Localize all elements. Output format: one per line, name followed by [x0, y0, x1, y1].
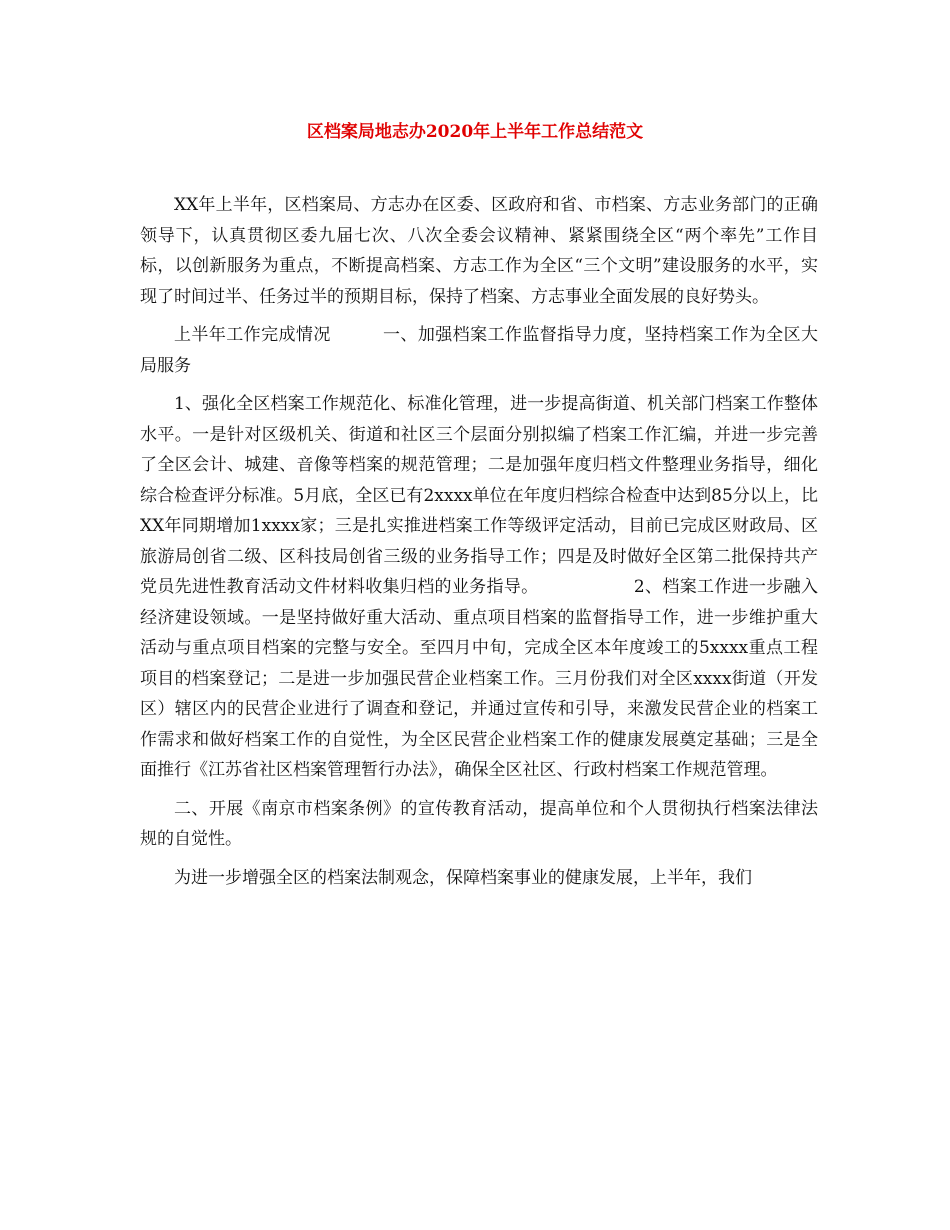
paragraph-legal-awareness: 为进一步增强全区的档案法制观念，保障档案事业的健康发展，上半年，我们	[174, 867, 752, 888]
paragraph-intro: XX年上半年，区档案局、方志办在区委、区政府和省、市档案、方志业务部门的正确领导下，认真贯彻区委九届七次、八次全委会议精神、紧紧围绕全区“两个率先”工作目标，以创新服务为重点，不断提高档案、方志工作为全区“三个文明”建设服务的水平，实现了时间过半、任务过半的预期目标，保持了档案、方志事业全面发展的良好势头。	[140, 195, 818, 307]
document-body	[140, 190, 818, 901]
paragraph-section-two-heading: 二、开展《南京市档案条例》的宣传教育活动，提高单位和个人贯彻执行档案法律法规的自觉性。	[140, 798, 818, 849]
document-title: 区档案局地志办2020年上半年工作总结范文	[306, 122, 644, 142]
paragraph-archive-management: 1、强化全区档案工作规范化、标准化管理，进一步提高街道、机关部门档案工作整体水平。一是针对区级机关、街道和社区三个层面分别拟编了档案工作汇编，并进一步完善了全区会计、城建、音像等档案的规范管理；二是加强年度归档文件整理业务指导，细化综合检查评分标准。5月底，全区已有2xxxx单位在年度归档综合检查中达到85分以上，比XX年同期增加1xxxx家；三是扎实推进档案工作等级评定活动，目前已完成区财政局、区旅游局创省二级、区科技局创省三级的业务指导工作；四是及时做好全区第二批保持共产党员先进性教育活动文件材料收集归档的业务指导。 2、档案工作进一步融入经济建设领域。一是坚持做好重大活动、重点项目档案的监督指导工作，进一步维护重大活动与重点项目档案的完整与安全。至四月中旬，完成全区本年度竣工的5xxxx重点工程项目的档案登记；二是进一步加强民营企业档案工作。三月份我们对全区xxxx街道（开发区）辖区内的民营企业进行了调查和登记，并通过宣传和引导，来激发民营企业的档案工作需求和做好档案工作的自觉性，为全区民营企业档案工作的健康发展奠定基础；三是全面推行《江苏省社区档案管理暂行办法》，确保全区社区、行政村档案工作规范管理。	[140, 394, 818, 780]
paragraph-section-one-heading: 上半年工作完成情况 一、加强档案工作监督指导力度，坚持档案工作为全区大局服务	[140, 325, 818, 376]
